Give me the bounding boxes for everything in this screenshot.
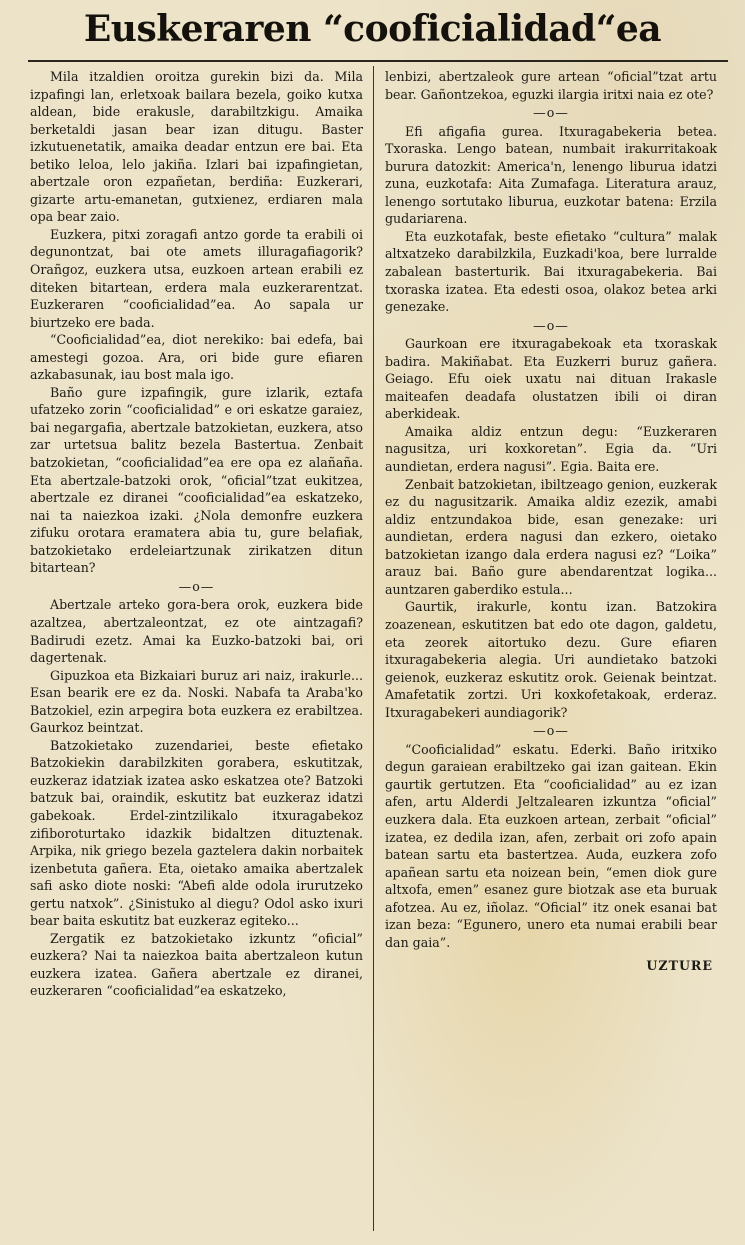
column-divider	[373, 66, 374, 1231]
paragraph: lenbizi, abertzaleok gure artean “oficial”tzat artu bear. Gañontzekoa, eguzki ilargia iritxi naia ez ote?	[385, 69, 717, 102]
headline-rule	[28, 60, 728, 62]
section-separator: —o—	[533, 723, 569, 739]
article-headline: Euskeraren “cooficialidad“ea	[83, 8, 662, 50]
paragraph: Gipuzkoa eta Bizkaiari buruz ari naiz, irakurle... Esan bearik ere ez da. Noski. Nabafa ta Araba'ko Batzokiel, ezin arpegira bota euzkera ez erabiltzea. Gaurkoz beintzat.	[30, 667, 363, 736]
author-signature: UZTURE	[646, 958, 713, 974]
paragraph: Gaurtik, irakurle, kontu izan. Batzokira zoazenean, eskutitzen bat edo ote dagon, galdetu, eta zeorek aitortuko dezu. Gure efiaren itxuragabekeria alegia. Uri aundietako batzoki geienok, euzkeraz eskutitz orok. Geienak beintzat. Amafetatik zortzi. Uri koxkofetakoak, erderaz. Itxuragabekeri aundiagorik?	[385, 599, 717, 720]
paragraph: Baño gure izpafingik, gure izlarik, eztafa ufatzeko zorin “cooficialidad” e ori eskatze garaiez, bai negargafia, abertzale batzokietan, euzkera, atso zar urtetsua balitz bezela Bastertua. Zenbait batzokietan, “cooficialidad”ea ere opa ez alañaña. Eta abertzale-batzoki orok, “oficial”tzat eukitzea, abertzale ez diranei “cooficialidad”ea eskatzeko, nai ta naiezkoa izaki. ¿Nola demonfre euzkera zifuku orotara eramatera abia tu, gure belafiak, batzokietako erdeleiartzunak zirikatzen ditun bitartean?	[30, 384, 363, 576]
paragraph: Zergatik ez batzokietako izkuntz “oficial” euzkera? Nai ta naiezkoa baita abertzaleon kutun euzkera izatea. Gañera abertzale ez diranei, euzkeraren “cooficialidad”ea eskatzeko,	[30, 930, 363, 999]
paragraph: Eta euzkotafak, beste efietako “cultura” malak altxatzeko darabilzkila, Euzkadi'koa, bere lurralde zabalean basterturik. Bai itxuragabekeria. Bai txoraska izatea. Eta edesti osoa, olakoz betea arki genezake.	[385, 228, 717, 315]
paragraph: Gaurkoan ere itxuragabekoak eta txoraskak badira. Makiñabat. Eta Euzkerri buruz gañera. Geiago. Efu oiek uxatu nai dituan Irakasle maiteafen deadafa olustatzen ibili oi diran aberkideak.	[385, 336, 717, 422]
right-column	[385, 68, 717, 975]
section-separator: —o—	[533, 317, 569, 333]
paragraph: Amaika aldiz entzun degu: “Euzkeraren nagusitza, uri koxkoretan”. Egia da. “Uri aundietan, erdera nagusi”. Egia. Baita ere.	[385, 423, 717, 475]
paragraph: Euzkera, pitxi zoragafi antzo gorde ta erabili oi degunontzat, bai ote amets illuragafiagorik? Orañgoz, euzkera utsa, euzkoen artean erabili ez diteken bitartean, erdera mala euzkerarentzat. Euzkeraren “cooficialidad”ea. Ao sapala ur biurtzeko ere bada.	[30, 226, 363, 330]
paragraph: Zenbait batzokietan, ibiltzeago genion, euzkerak ez du nagusitzarik. Amaika aldiz ezezik, amabi aldiz entzundakoa bide, esan genezake: uri aundietan, erdera nagusi dan ezkero, oietako batzokietan izango dala erdera nagusi ez? “Loika” arauz bai. Baño gure abendarentzat logika... auntzaren gaberdiko estula...	[385, 476, 717, 597]
left-column	[30, 68, 363, 1000]
section-separator: —o—	[178, 578, 215, 594]
paragraph: Batzokietako zuzendariei, beste efietako Batzokiekin darabilzkiten gorabera, eskutitzak, euzkeraz idatziak izatea asko eskatzea ote? Batzoki batzuk bai, oraindik, eskutitz bat euzkeraz idatzi gabekoak. Erdel-zintzilikalo itxuragabekoz zifiboroturtako idazkik bidaltzen dituztenak. Arpika, nik griego bezela gaztelera dakin norbaitek izenbetuta gañera. Eta, oietako amaika abertzalek safi asko diote noski: “Abefi alde odola irurutzeko gertu natxok”. ¿Sinistuko al diegu? Odol asko ixuri bear baita eskutitz bat euzkeraz egiteko...	[30, 737, 363, 929]
paragraph: Mila itzaldien oroitza gurekin bizi da. Mila izpafingi lan, erletxoak bailara bezela, goiko kutxa aldean, bide erakusle, darabiltzkigu. Amaika berketaldi jasan bear izan ditugu. Baster izkutuenetatik, amaika deadar entzun ere bai. Eta betiko leloa, lelo jakiña. Izlari bai izpafingietan, abertzale oron ezpañetan, berdiña: Euzkerari, gizarte artu-emanetan, gutxienez, erdiaren mala opa bear zaio.	[30, 69, 363, 225]
paragraph: “Cooficialidad”ea, diot nerekiko: bai edefa, bai amestegi gozoa. Ara, ori bide gure efiaren azkabasunak, iau bost mala igo.	[30, 332, 363, 383]
paragraph: Efi afigafia gurea. Itxuragabekeria betea. Txoraska. Lengo batean, numbait irakurritakoak burura datozkit: America'n, lenengo liburua idatzi zuna, euzkotafa: Aita Zumafaga. Literatura arauz, lenengo sortutako liburua, euzkotar batena: Erzila gudariarena.	[385, 123, 717, 227]
paragraph: “Cooficialidad” eskatu. Ederki. Baño iritxiko degun garaiean erabiltzeko gai izan gaitean. Ekin gaurtik gertutzen. Eta “cooficialidad” au ez izan afen, artu Alderdi Jeltzalearen izkuntza “oficial” euzkera dala. Eta euzkoen artean, zerbait “oficial” izatea, ez dedila izan, afen, zerbait ori zofo apain batean sartu eta bastertzea. Auda, euzkera zofo apañean sartu eta noizean bein, “emen diok gure altxofa, emen” esanez gure biotzak ase eta buruak afotzea. Au ez, iñolaz. “Oficial” itz onek esanai bat izan beza: “Egunero, unero eta numai erabili bear dan gaia”.	[385, 741, 717, 950]
section-separator: —o—	[533, 105, 569, 121]
paragraph: Abertzale arteko gora-bera orok, euzkera bide azaltzea, abertzaleontzat, ez ote aintzagafi? Badirudi ezetz. Amai ka Euzko-batzoki bai, ori dagertenak.	[30, 597, 363, 666]
